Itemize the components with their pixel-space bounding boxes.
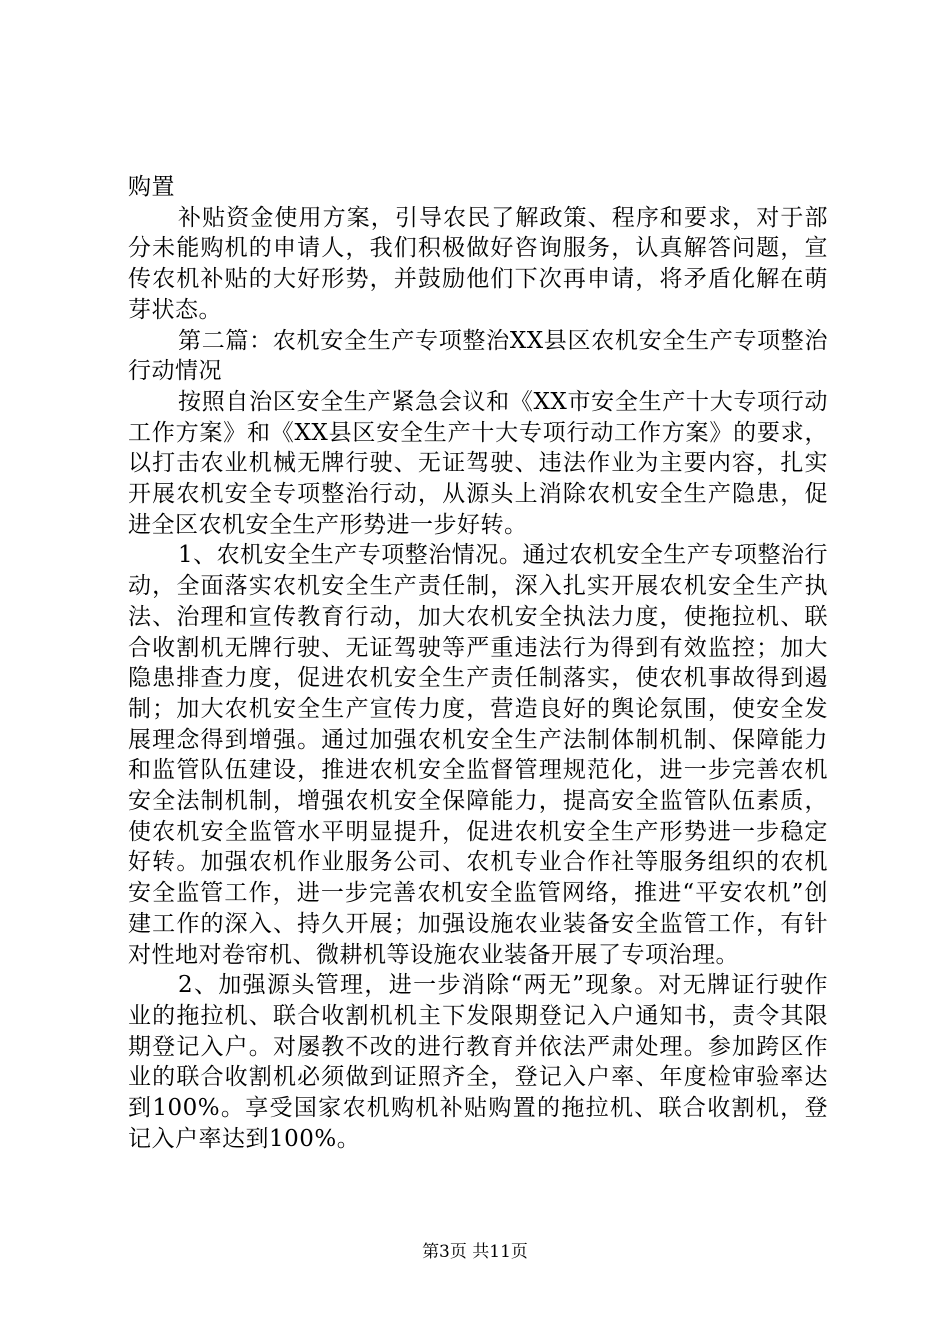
paragraph-subsidy-plan: 补贴资金使用方案，引导农民了解政策、程序和要求，对于部分未能购机的申请人，我们积极做好咨询服务，认真解答问题，宣传农机补贴的大好形势，并鼓励他们下次再申请，将矛盾化解在萌芽状态。 — [128, 204, 828, 323]
paragraph-item-1: 1、农机安全生产专项整治情况。通过农机安全生产专项整治行动，全面落实农机安全生产责任制，深入扎实开展农机安全生产执法、治理和宣传教育行动，加大农机安全执法力度，使拖拉机、联合收割机无牌行驶、无证驾驶等严重违法行为得到有效监控；加大隐患排查力度，促进农机安全生产责任制落实，使农机事故得到遏制；加大农机安全生产宣传力度，营造良好的舆论氛围，使安全发展理念得到增强。通过加强农机安全生产法制体制机制、保障能力和监管队伍建设，推进农机安全监督管理规范化，进一步完善农机安全法制机制，增强农机安全保障能力，提高安全监管队伍素质，使农机安全监管水平明显提升，促进农机安全生产形势进一步稳定好转。加强农机作业服务公司、农机专业合作社等服务组织的农机安全监管工作，进一步完善农机安全监管网络，推进“平安农机”创建工作的深入、持久开展；加强设施农业装备安全监管工作，有针对性地对卷帘机、微耕机等设施农业装备开展了专项治理。 — [128, 542, 828, 968]
paragraph-item-2: 2、加强源头管理，进一步消除“两无”现象。对无牌证行驶作业的拖拉机、联合收割机机主下发限期登记入户通知书，责令其限期登记入户。对屡教不改的进行教育并依法严肃处理。参加跨区作业的联合收割机必须做到证照齐全，登记入户率、年度检审验率达到100%。享受国家农机购机补贴购置的拖拉机、联合收割机，登记入户率达到100%。 — [128, 972, 828, 1152]
paragraph-intro: 按照自治区安全生产紧急会议和《XX市安全生产十大专项行动工作方案》和《XX县区安全生产十大专项行动工作方案》的要求，以打击农业机械无牌行驶、无证驾驶、违法作业为主要内容，扎实开展农机安全专项整治行动，从源头上消除农机安全生产隐患，促进全区农机安全生产形势进一步好转。 — [128, 388, 828, 538]
document-body — [128, 172, 828, 1155]
section-heading-second: 第二篇：农机安全生产专项整治XX县区农机安全生产专项整治行动情况 — [128, 327, 828, 385]
page-footer: 第3页 共11页 — [422, 1242, 528, 1262]
paragraph-continuation: 购置 — [128, 174, 175, 200]
